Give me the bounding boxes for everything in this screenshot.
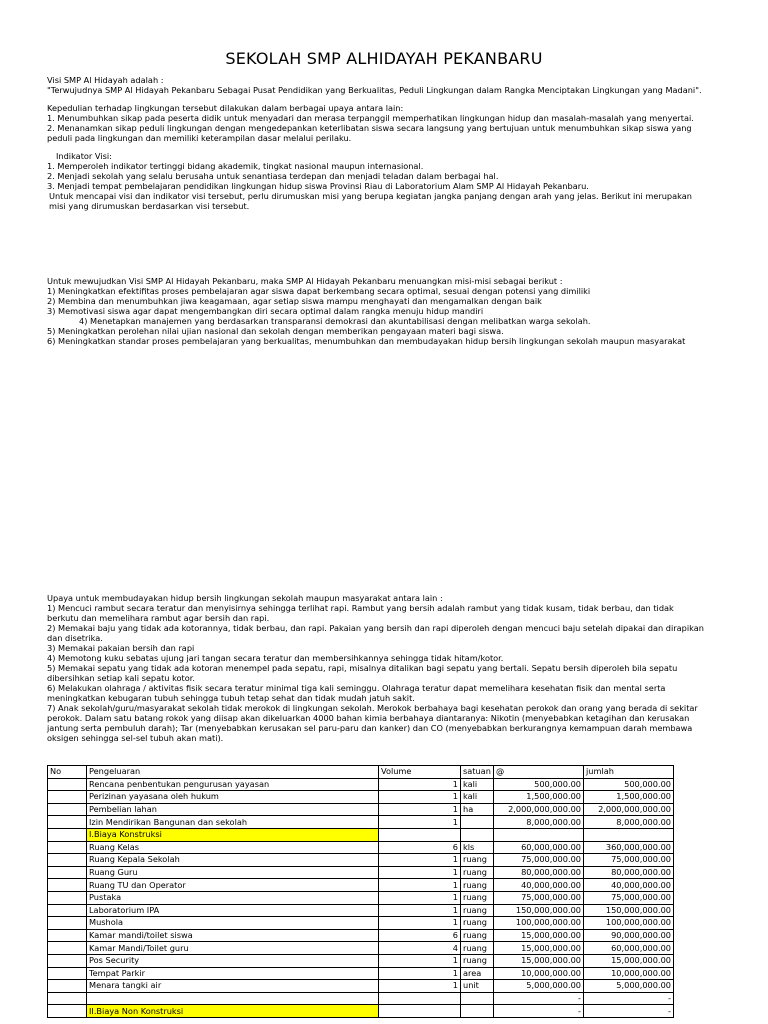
hidup-bersih-section: [47, 593, 707, 743]
cell-satuan: kls: [461, 841, 494, 854]
cell-volume: 1: [379, 891, 461, 904]
cell-no: [48, 929, 87, 942]
cell-no: [48, 778, 87, 791]
indikator-item: 3. Menjadi tempat pembelajaran pendidikan lingkungan hidup siswa Provinsi Riau di Laboratorium Alam SMP Al Hidayah Pekanbaru.: [47, 181, 589, 191]
hidup-bersih-item: 4) Memotong kuku sebatas ujung jari tangan secara teratur dan membersihkannya sehingga tidak hitam/kotor.: [47, 653, 504, 663]
misi-item: 5) Meningkatkan perolehan nilai ujian nasional dan sekolah dengan memberikan pengayaan materi bagi siswa.: [47, 326, 504, 336]
cell-satuan: [461, 828, 494, 841]
cell-pengeluaran: Kamar mandi/toilet siswa: [87, 929, 379, 942]
cell-volume: [379, 828, 461, 841]
cell-no: [48, 980, 87, 993]
cell-satuan: ruang: [461, 879, 494, 892]
cell-satuan: ruang: [461, 917, 494, 930]
table-row: [48, 942, 674, 955]
header-volume: Volume: [379, 766, 461, 779]
misi-item: 2) Membina dan menumbuhkan jiwa keagamaan, agar setiap siswa mampu menghayati dan mengamalkan dengan baik: [47, 296, 542, 306]
cell-pengeluaran: Pos Security: [87, 954, 379, 967]
hidup-bersih-item: 6) Melakukan olahraga / aktivitas fisik secara teratur minimal tiga kali seminggu. Olahraga teratur dapat memelihara kesehatan fisik dan mental serta meningkatkan kebugaran tubuh sehingga tubuh tetap sehat dan tidak mudah jatuh sakit.: [47, 683, 666, 703]
header-pengeluaran: Pengeluaran: [87, 766, 379, 779]
cell-pengeluaran: [87, 992, 379, 1005]
upaya-item: 2. Menanamkan sikap peduli lingkungan dengan mengedepankan keterlibatan siswa secara langsung yang bertujuan untuk menumbuhkan sikap siswa yang peduli pada lingkungan dan memiliki keterampilan dasar melalui perilaku.: [47, 123, 692, 143]
cell-satuan: [461, 1005, 494, 1018]
hidup-bersih-intro: Upaya untuk membudayakan hidup bersih lingkungan sekolah maupun masyarakat antara lain :: [47, 593, 443, 603]
cell-harga: 1,500,000.00: [494, 791, 584, 804]
cell-no: [48, 992, 87, 1005]
cell-volume: 4: [379, 942, 461, 955]
cell-pengeluaran: Rencana penbentukan pengurusan yayasan: [87, 778, 379, 791]
hidup-bersih-item: 5) Memakai sepatu yang tidak ada kotoran menempel pada sepatu, rapi, misalnya ditalikan bagi sepatu yang bertali. Sepatu bersih diperoleh bila sepatu dibersihkan setiap kali sepatu kotor.: [47, 663, 678, 683]
cell-volume: 1: [379, 791, 461, 804]
cell-pengeluaran: Perizinan yayasana oleh hukum: [87, 791, 379, 804]
table-row: [48, 929, 674, 942]
header-jumlah: jumlah: [584, 766, 674, 779]
cell-jumlah: 1,500,000.00: [584, 791, 674, 804]
indikator-item: 1. Memperoleh indikator tertinggi bidang akademik, tingkat nasional maupun internasional.: [47, 161, 424, 171]
cell-satuan: ruang: [461, 891, 494, 904]
cell-harga: 100,000,000.00: [494, 917, 584, 930]
cell-satuan: ruang: [461, 854, 494, 867]
cell-no: [48, 866, 87, 879]
cell-pengeluaran: Kamar Mandi/Toilet guru: [87, 942, 379, 955]
cell-pengeluaran: Mushola: [87, 917, 379, 930]
cell-harga: 60,000,000.00: [494, 841, 584, 854]
cell-satuan: ruang: [461, 954, 494, 967]
upaya-item: 1. Menumbuhkan sikap pada peserta didik untuk menyadari dan merasa terpanggil memperhatikan lingkungan hidup dan masalah-masalah yang menyertai.: [47, 113, 694, 123]
cell-no: [48, 828, 87, 841]
cell-no: [48, 879, 87, 892]
cell-jumlah: 75,000,000.00: [584, 854, 674, 867]
misi-item: 3) Memotivasi siswa agar dapat mengembangkan diri secara optimal dalam rangka menuju hidup mandiri: [47, 306, 484, 316]
cell-jumlah: 75,000,000.00: [584, 891, 674, 904]
cell-jumlah: 2,000,000,000.00: [584, 803, 674, 816]
table-row: [48, 992, 674, 1005]
table-row: [48, 778, 674, 791]
misi-intro: Untuk mewujudkan Visi SMP Al Hidayah Pekanbaru, maka SMP Al Hidayah Pekanbaru menuangkan misi-misi sebagai berikut :: [47, 276, 563, 286]
indikator-item: 2. Menjadi sekolah yang selalu berusaha untuk senantiasa terdepan dan menjadi teladan dalam berbagai hal.: [47, 171, 499, 181]
cell-volume: 1: [379, 879, 461, 892]
cell-volume: [379, 992, 461, 1005]
cell-no: [48, 954, 87, 967]
cell-no: [48, 803, 87, 816]
visi-text: "Terwujudnya SMP Al Hidayah Pekanbaru Sebagai Pusat Pendidikan yang Berkualitas, Peduli Lingkungan dalam Rangka Menciptakan Lingkungan yang Madani".: [47, 85, 702, 95]
cell-jumlah: 10,000,000.00: [584, 967, 674, 980]
table-row: [48, 791, 674, 804]
cell-jumlah: -: [584, 1005, 674, 1018]
hidup-bersih-item: 2) Memakai baju yang tidak ada kotorannya, tidak berbau, dan rapi. Pakaian yang bersih dan rapi diperoleh dengan mencuci baju setelah dipakai dan dirapikan dan disetrika.: [47, 623, 704, 643]
cell-harga: 150,000,000.00: [494, 904, 584, 917]
cell-harga: 80,000,000.00: [494, 866, 584, 879]
cell-no: [48, 942, 87, 955]
table-row: [48, 917, 674, 930]
header-harga: @: [494, 766, 584, 779]
cell-jumlah: 360,000,000.00: [584, 841, 674, 854]
cell-pengeluaran: Pustaka: [87, 891, 379, 904]
cell-no: [48, 967, 87, 980]
cell-pengeluaran: Tempat Parkir: [87, 967, 379, 980]
cell-pengeluaran: II.Biaya Non Konstruksi: [87, 1005, 379, 1018]
cell-pengeluaran: Ruang Kepala Sekolah: [87, 854, 379, 867]
cell-satuan: kali: [461, 778, 494, 791]
cell-no: [48, 816, 87, 829]
header-no: No: [48, 766, 87, 779]
cell-pengeluaran: Ruang TU dan Operator: [87, 879, 379, 892]
cell-satuan: unit: [461, 980, 494, 993]
cell-jumlah: 80,000,000.00: [584, 866, 674, 879]
kepedulian-text: Kepedulian terhadap lingkungan tersebut dilakukan dalam berbagai upaya antara lain:: [47, 103, 404, 113]
cell-no: [48, 841, 87, 854]
cell-volume: [379, 1005, 461, 1018]
cell-no: [48, 1005, 87, 1018]
cell-harga: 15,000,000.00: [494, 942, 584, 955]
misi-item: 1) Meningkatkan efektifitas proses pembelajaran agar siswa dapat berkembang secara optimal, sesuai dengan potensi yang dimiliki: [47, 286, 591, 296]
table-row: [48, 828, 674, 841]
cell-harga: 15,000,000.00: [494, 954, 584, 967]
cell-harga: -: [494, 992, 584, 1005]
cell-pengeluaran: Laboratorium IPA: [87, 904, 379, 917]
cell-pengeluaran: Ruang Guru: [87, 866, 379, 879]
cell-volume: 1: [379, 803, 461, 816]
table-row: [48, 904, 674, 917]
cell-no: [48, 904, 87, 917]
misi-item: 4) Menetapkan manajemen yang berdasarkan transparansi demokrasi dan akuntabilisasi dengan melibatkan warga sekolah.: [79, 316, 591, 326]
cell-jumlah: [584, 828, 674, 841]
cell-volume: 1: [379, 816, 461, 829]
cell-harga: 40,000,000.00: [494, 879, 584, 892]
cell-harga: 75,000,000.00: [494, 891, 584, 904]
cell-harga: 2,000,000,000.00: [494, 803, 584, 816]
cell-volume: 1: [379, 778, 461, 791]
cell-satuan: ruang: [461, 942, 494, 955]
visi-label: Visi SMP Al Hidayah adalah :: [47, 75, 164, 85]
table-row: [48, 891, 674, 904]
cell-volume: 1: [379, 954, 461, 967]
cell-satuan: kali: [461, 791, 494, 804]
cell-pengeluaran: Pembelian lahan: [87, 803, 379, 816]
cell-jumlah: 150,000,000.00: [584, 904, 674, 917]
hidup-bersih-item: 3) Memakai pakaian bersih dan rapi: [47, 643, 195, 653]
table-row: [48, 816, 674, 829]
cell-pengeluaran: Izin Mendirikan Bangunan dan sekolah: [87, 816, 379, 829]
cell-pengeluaran: I.Biaya Konstruksi: [87, 828, 379, 841]
cell-satuan: [461, 992, 494, 1005]
cell-harga: 15,000,000.00: [494, 929, 584, 942]
cell-volume: 1: [379, 967, 461, 980]
header-satuan: satuan: [461, 766, 494, 779]
cell-harga: -: [494, 1005, 584, 1018]
cell-jumlah: 60,000,000.00: [584, 942, 674, 955]
indikator-label: Indikator Visi:: [56, 151, 112, 161]
hidup-bersih-item: 7) Anak sekolah/guru/masyarakat sekolah tidak merokok di lingkungan sekolah. Merokok berbahaya bagi kesehatan perokok dan orang yang berada di sekitar perokok. Dalam satu batang rokok yang diisap akan dikeluarkan 4000 bahan kimia berbahaya diantaranya: Nikotin (menyebabkan ketagihan dan kerusakan jantung serta pembuluh darah); Tar (menyebabkan kerusakan sel paru-paru dan kanker) dan CO (menyebabkan berkurangnya kemampuan darah membawa oksigen sehingga sel-sel tubuh akan mati).: [47, 703, 698, 743]
cell-volume: 1: [379, 980, 461, 993]
cell-no: [48, 891, 87, 904]
cell-no: [48, 791, 87, 804]
document-title: SEKOLAH SMP ALHIDAYAH PEKANBARU: [225, 49, 543, 68]
cell-no: [48, 917, 87, 930]
budget-table: [47, 765, 674, 1018]
cell-satuan: area: [461, 967, 494, 980]
table-header-row: [48, 766, 674, 779]
table-row: [48, 866, 674, 879]
cell-jumlah: 8,000,000.00: [584, 816, 674, 829]
cell-satuan: ha: [461, 803, 494, 816]
cell-pengeluaran: Ruang Kelas: [87, 841, 379, 854]
cell-harga: [494, 828, 584, 841]
table-row: [48, 1005, 674, 1018]
cell-satuan: ruang: [461, 904, 494, 917]
misi-item: 6) Meningkatkan standar proses pembelajaran yang berkualitas, menumbuhkan dan membudayakan hidup bersih lingkungan sekolah maupun masyarakat: [47, 336, 686, 346]
cell-jumlah: 15,000,000.00: [584, 954, 674, 967]
cell-pengeluaran: Menara tangki air: [87, 980, 379, 993]
cell-harga: 8,000,000.00: [494, 816, 584, 829]
cell-jumlah: 5,000,000.00: [584, 980, 674, 993]
cell-jumlah: 40,000,000.00: [584, 879, 674, 892]
hidup-bersih-item: 1) Mencuci rambut secara teratur dan menyisirnya sehingga terlihat rapi. Rambut yang bersih adalah rambut yang tidak kusam, tidak berbau, dan tidak berkutu dan memelihara rambut agar bersih dan rapi.: [47, 603, 674, 623]
table-row: [48, 841, 674, 854]
visi-closing: Untuk mencapai visi dan indikator visi tersebut, perlu dirumuskan misi yang berupa kegiatan jangka panjang dengan arah yang jelas. Berikut ini merupakan misi yang dirumuskan berdasarkan visi tersebut.: [49, 191, 692, 211]
cell-satuan: ruang: [461, 866, 494, 879]
cell-volume: 1: [379, 904, 461, 917]
visi-section: [47, 75, 707, 211]
table-row: [48, 954, 674, 967]
cell-volume: 6: [379, 929, 461, 942]
cell-satuan: [461, 816, 494, 829]
cell-harga: 500,000.00: [494, 778, 584, 791]
table-row: [48, 980, 674, 993]
cell-jumlah: 100,000,000.00: [584, 917, 674, 930]
cell-harga: 5,000,000.00: [494, 980, 584, 993]
table-row: [48, 803, 674, 816]
cell-volume: 6: [379, 841, 461, 854]
table-row: [48, 854, 674, 867]
cell-volume: 1: [379, 854, 461, 867]
cell-jumlah: 90,000,000.00: [584, 929, 674, 942]
cell-volume: 1: [379, 917, 461, 930]
table-row: [48, 967, 674, 980]
cell-no: [48, 854, 87, 867]
cell-jumlah: 500,000.00: [584, 778, 674, 791]
cell-harga: 10,000,000.00: [494, 967, 584, 980]
cell-harga: 75,000,000.00: [494, 854, 584, 867]
cell-volume: 1: [379, 866, 461, 879]
cell-jumlah: -: [584, 992, 674, 1005]
cell-satuan: ruang: [461, 929, 494, 942]
misi-section: [47, 276, 707, 346]
table-row: [48, 879, 674, 892]
